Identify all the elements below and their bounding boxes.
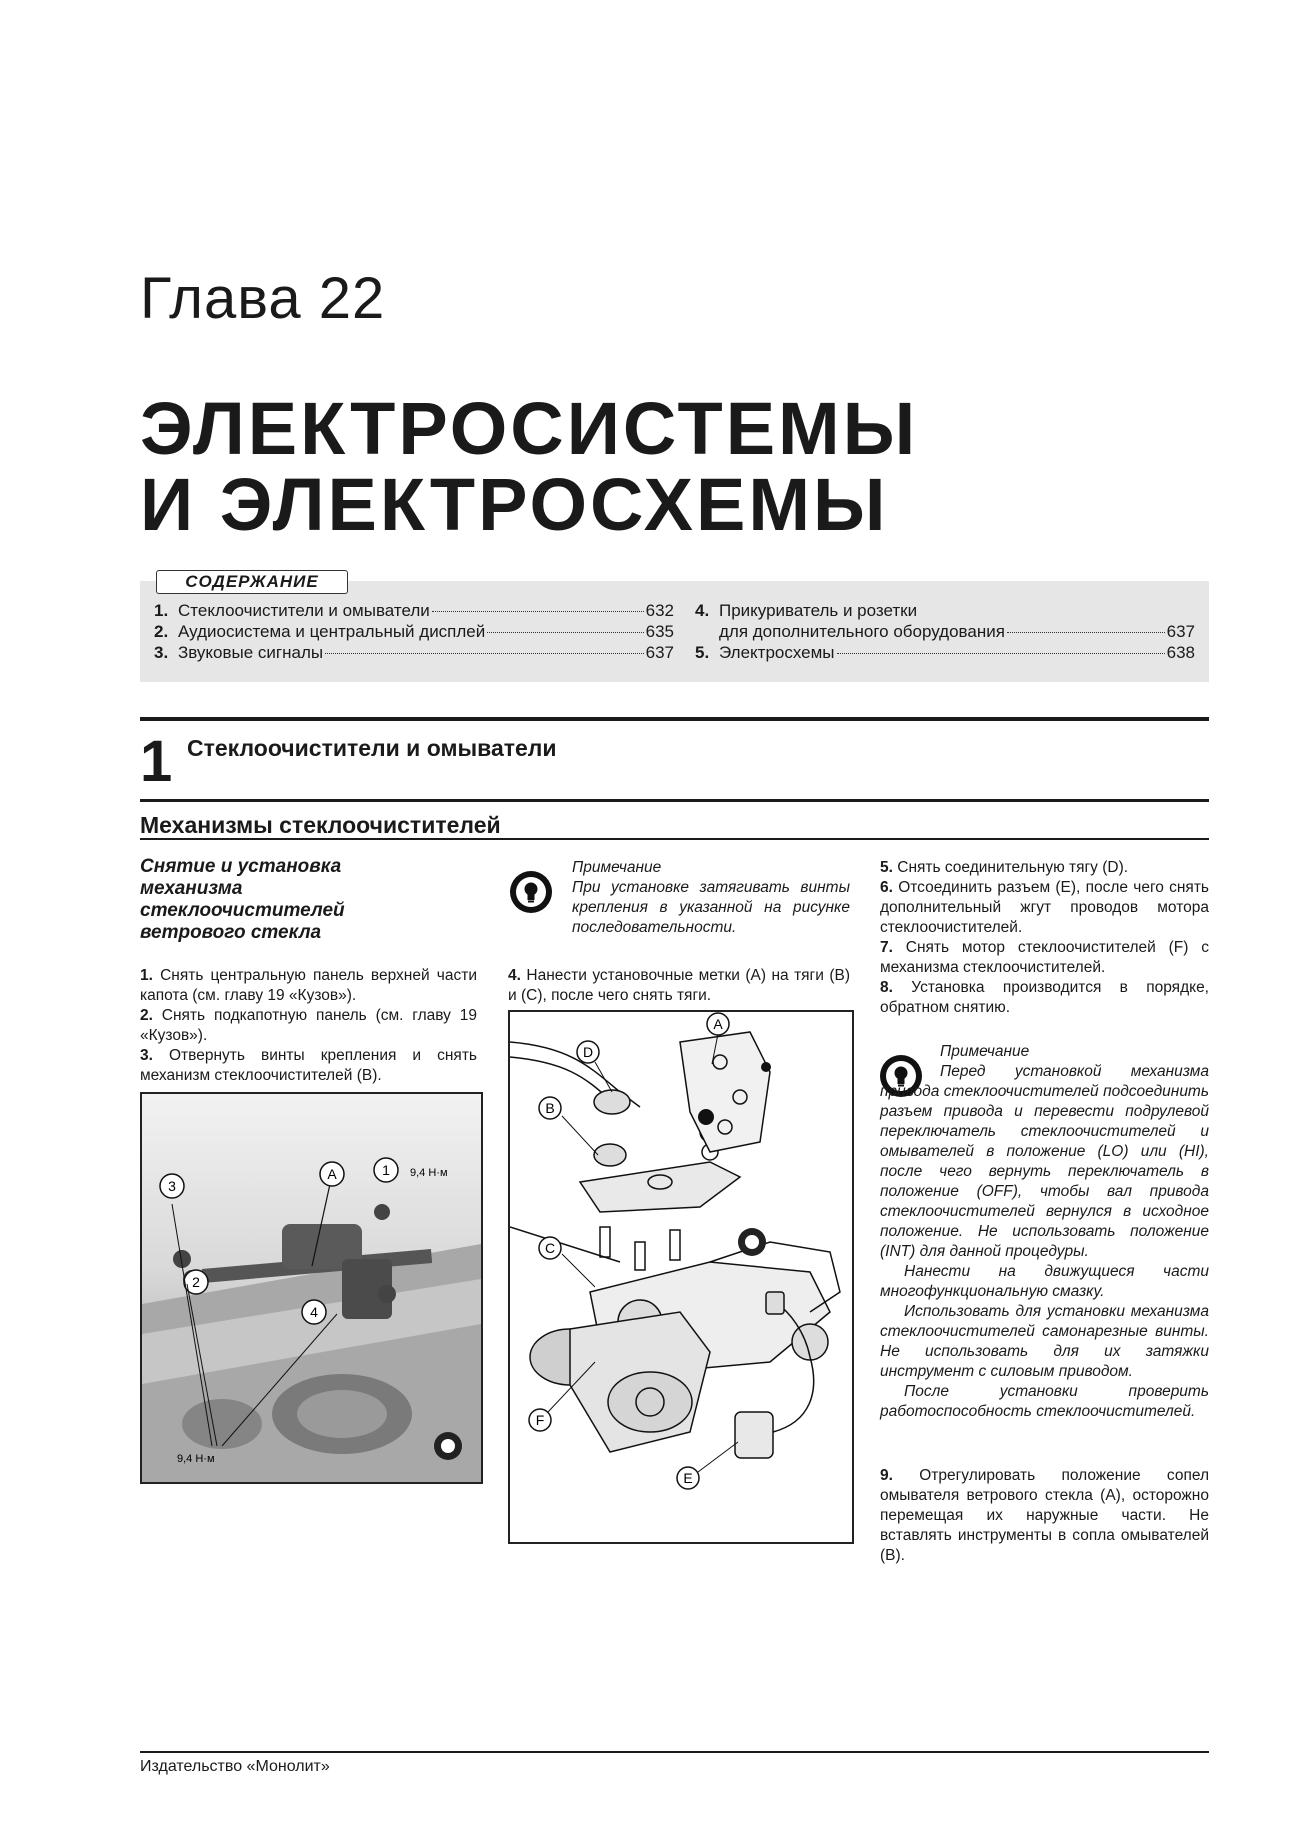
step-5 (880, 858, 1209, 878)
step-number: 3. (140, 1047, 153, 1064)
callout-d: D (582, 1044, 594, 1060)
note-box (572, 858, 850, 938)
callout-f: F (535, 1412, 545, 1428)
column-2-text (508, 966, 850, 1006)
note-text: При установке затягивать винты крепления в указанной на рисунке последовательности. (572, 879, 850, 936)
column-3-text-continued (880, 1466, 1209, 1566)
column-1-text (140, 966, 477, 1086)
step-number: 9. (880, 1467, 893, 1484)
toc-item-text: для дополнительного оборудования (719, 622, 1005, 641)
note-text: Нанести на движущиеся части многофункциональную смазку. (880, 1263, 1209, 1300)
step-number: 2. (140, 1007, 153, 1024)
wiper-motor-diagram (508, 1010, 854, 1544)
toc-leader (1007, 632, 1165, 633)
toc-item-number: 5. (695, 643, 710, 662)
callout-e: E (683, 1470, 693, 1486)
step-text: Отвернуть винты крепления и снять механизм стеклоочистителей (B). (140, 1047, 477, 1084)
section-number: 1 (140, 729, 173, 794)
toc-item-text: Звуковые сигналы (178, 643, 324, 662)
chapter-label: Глава 22 (140, 266, 386, 331)
toc-item[interactable] (695, 643, 1195, 663)
step-text: Снять подкапотную панель (см. главу 19 «Кузов»). (140, 1007, 477, 1044)
footer-divider (140, 1751, 1209, 1753)
note-lightbulb-icon (510, 871, 552, 913)
callout-1: 1 (382, 1162, 390, 1178)
toc-item-page: 638 (1166, 643, 1195, 662)
toc-item-text: Аудиосистема и центральный дисплей (178, 622, 486, 641)
toc-leader (325, 653, 644, 654)
step-number: 4. (508, 967, 521, 984)
toc-leader (837, 653, 1165, 654)
note-box (880, 1042, 1209, 1422)
toc-item-number: 3. (154, 643, 169, 662)
toc-item-number: 1. (154, 601, 169, 620)
toc-item[interactable] (154, 601, 674, 621)
toc-item-number: 4. (695, 601, 710, 620)
torque-label: 9,4 Н·м (410, 1167, 448, 1179)
step-3 (140, 1046, 477, 1086)
step-text: Отрегулировать положение сопел омывателя ветрового стекла (A), осторожно перемещая их наружные части. Не вставлять инструменты в сопла омывателей (B). (880, 1467, 1209, 1564)
step-text: Снять соединительную тягу (D). (897, 859, 1129, 876)
step-text: Отсоединить разъем (E), после чего снять дополнительный жгут проводов мотора стеклоочистителей. (880, 879, 1209, 936)
toc-leader (487, 632, 643, 633)
callout-a: A (327, 1166, 337, 1182)
step-number: 1. (140, 967, 153, 984)
toc-leader (432, 611, 644, 612)
toc-item-continued[interactable] (719, 622, 1195, 642)
contents-box (140, 581, 1209, 682)
toc-item-page: 637 (645, 643, 674, 662)
torque-label: 9,4 Н·м (177, 1453, 215, 1465)
wiper-mechanism-illustration (142, 1094, 481, 1482)
toc-item-text: Стеклоочистители и омыватели (178, 601, 430, 620)
step-text: Снять мотор стеклоочистителей (F) с механизма стеклоочистителей. (880, 939, 1209, 976)
step-text: Снять центральную панель верхней части капота (см. главу 19 «Кузов»). (140, 967, 477, 1004)
step-number: 5. (880, 859, 893, 876)
toc-item-page: 635 (645, 622, 674, 641)
step-6 (880, 878, 1209, 938)
toc-item-page: 632 (645, 601, 674, 620)
note-text: Перед установкой механизма привода стеклоочистителей подсоединить разъем привода и перевести подрулевой переключатель стеклоочистителей и омывателей в положение (LO) или (HI), после чего вернуть переключатель в положение (OFF), чтобы вал привода стеклоочистителей вернулся в исходное положение. Не использовать положение (INT) для данной процедуры. (880, 1063, 1209, 1260)
step-1 (140, 966, 477, 1006)
toc-item[interactable] (154, 643, 674, 663)
callout-a: A (713, 1016, 723, 1032)
toc-item-text: Электросхемы (719, 643, 835, 662)
subsection-divider (140, 838, 1209, 840)
step-number: 8. (880, 979, 893, 996)
procedure-title-line: механизма (140, 878, 243, 899)
step-number: 6. (880, 879, 893, 896)
toc-item-number: 2. (154, 622, 169, 641)
wiper-motor-illustration (510, 1012, 852, 1542)
procedure-title-line: Снятие и установка (140, 856, 342, 877)
step-4 (508, 966, 850, 1006)
note-title: Примечание (572, 859, 662, 876)
column-3-text (880, 858, 1209, 1018)
toc-item[interactable] (695, 601, 1195, 621)
step-2 (140, 1006, 477, 1046)
procedure-title-line: ветрового стекла (140, 922, 322, 943)
callout-4: 4 (310, 1304, 318, 1320)
contents-label: СОДЕРЖАНИЕ (156, 570, 348, 594)
callout-b: B (545, 1100, 555, 1116)
step-text: Установка производится в порядке, обратном снятию. (880, 979, 1209, 1016)
chapter-title-line1: ЭЛЕКТРОСИСТЕМЫ (140, 387, 919, 470)
toc-item-text: Прикуриватель и розетки (719, 601, 918, 620)
chapter-title-line2: И ЭЛЕКТРОСХЕМЫ (140, 463, 889, 546)
note-text: После установки проверить работоспособность стеклоочистителей. (880, 1383, 1209, 1420)
toc-item-page: 637 (1166, 622, 1195, 641)
procedure-title (140, 856, 470, 944)
section-divider (140, 717, 1209, 721)
step-7 (880, 938, 1209, 978)
step-8 (880, 978, 1209, 1018)
step-number: 7. (880, 939, 893, 956)
step-9 (880, 1466, 1209, 1566)
note-title: Примечание (940, 1043, 1030, 1060)
callout-2: 2 (192, 1274, 200, 1290)
wiper-mechanism-photo (140, 1092, 483, 1484)
section-divider (140, 799, 1209, 802)
section-title: Стеклоочистители и омыватели (187, 735, 557, 761)
procedure-title-line: стеклоочистителей (140, 900, 345, 921)
toc-item[interactable] (154, 622, 674, 642)
callout-c: C (544, 1240, 556, 1256)
publisher-footer: Издательство «Монолит» (140, 1758, 330, 1775)
subsection-title: Механизмы стеклоочистителей (140, 812, 501, 838)
step-text: Нанести установочные метки (A) на тяги (B) и (C), после чего снять тяги. (508, 967, 850, 1004)
callout-3: 3 (168, 1178, 176, 1194)
note-text: Использовать для установки механизма стеклоочистителей самонарезные винты. Не использовать для их затяжки инструмент с силовым приводом. (880, 1303, 1209, 1380)
